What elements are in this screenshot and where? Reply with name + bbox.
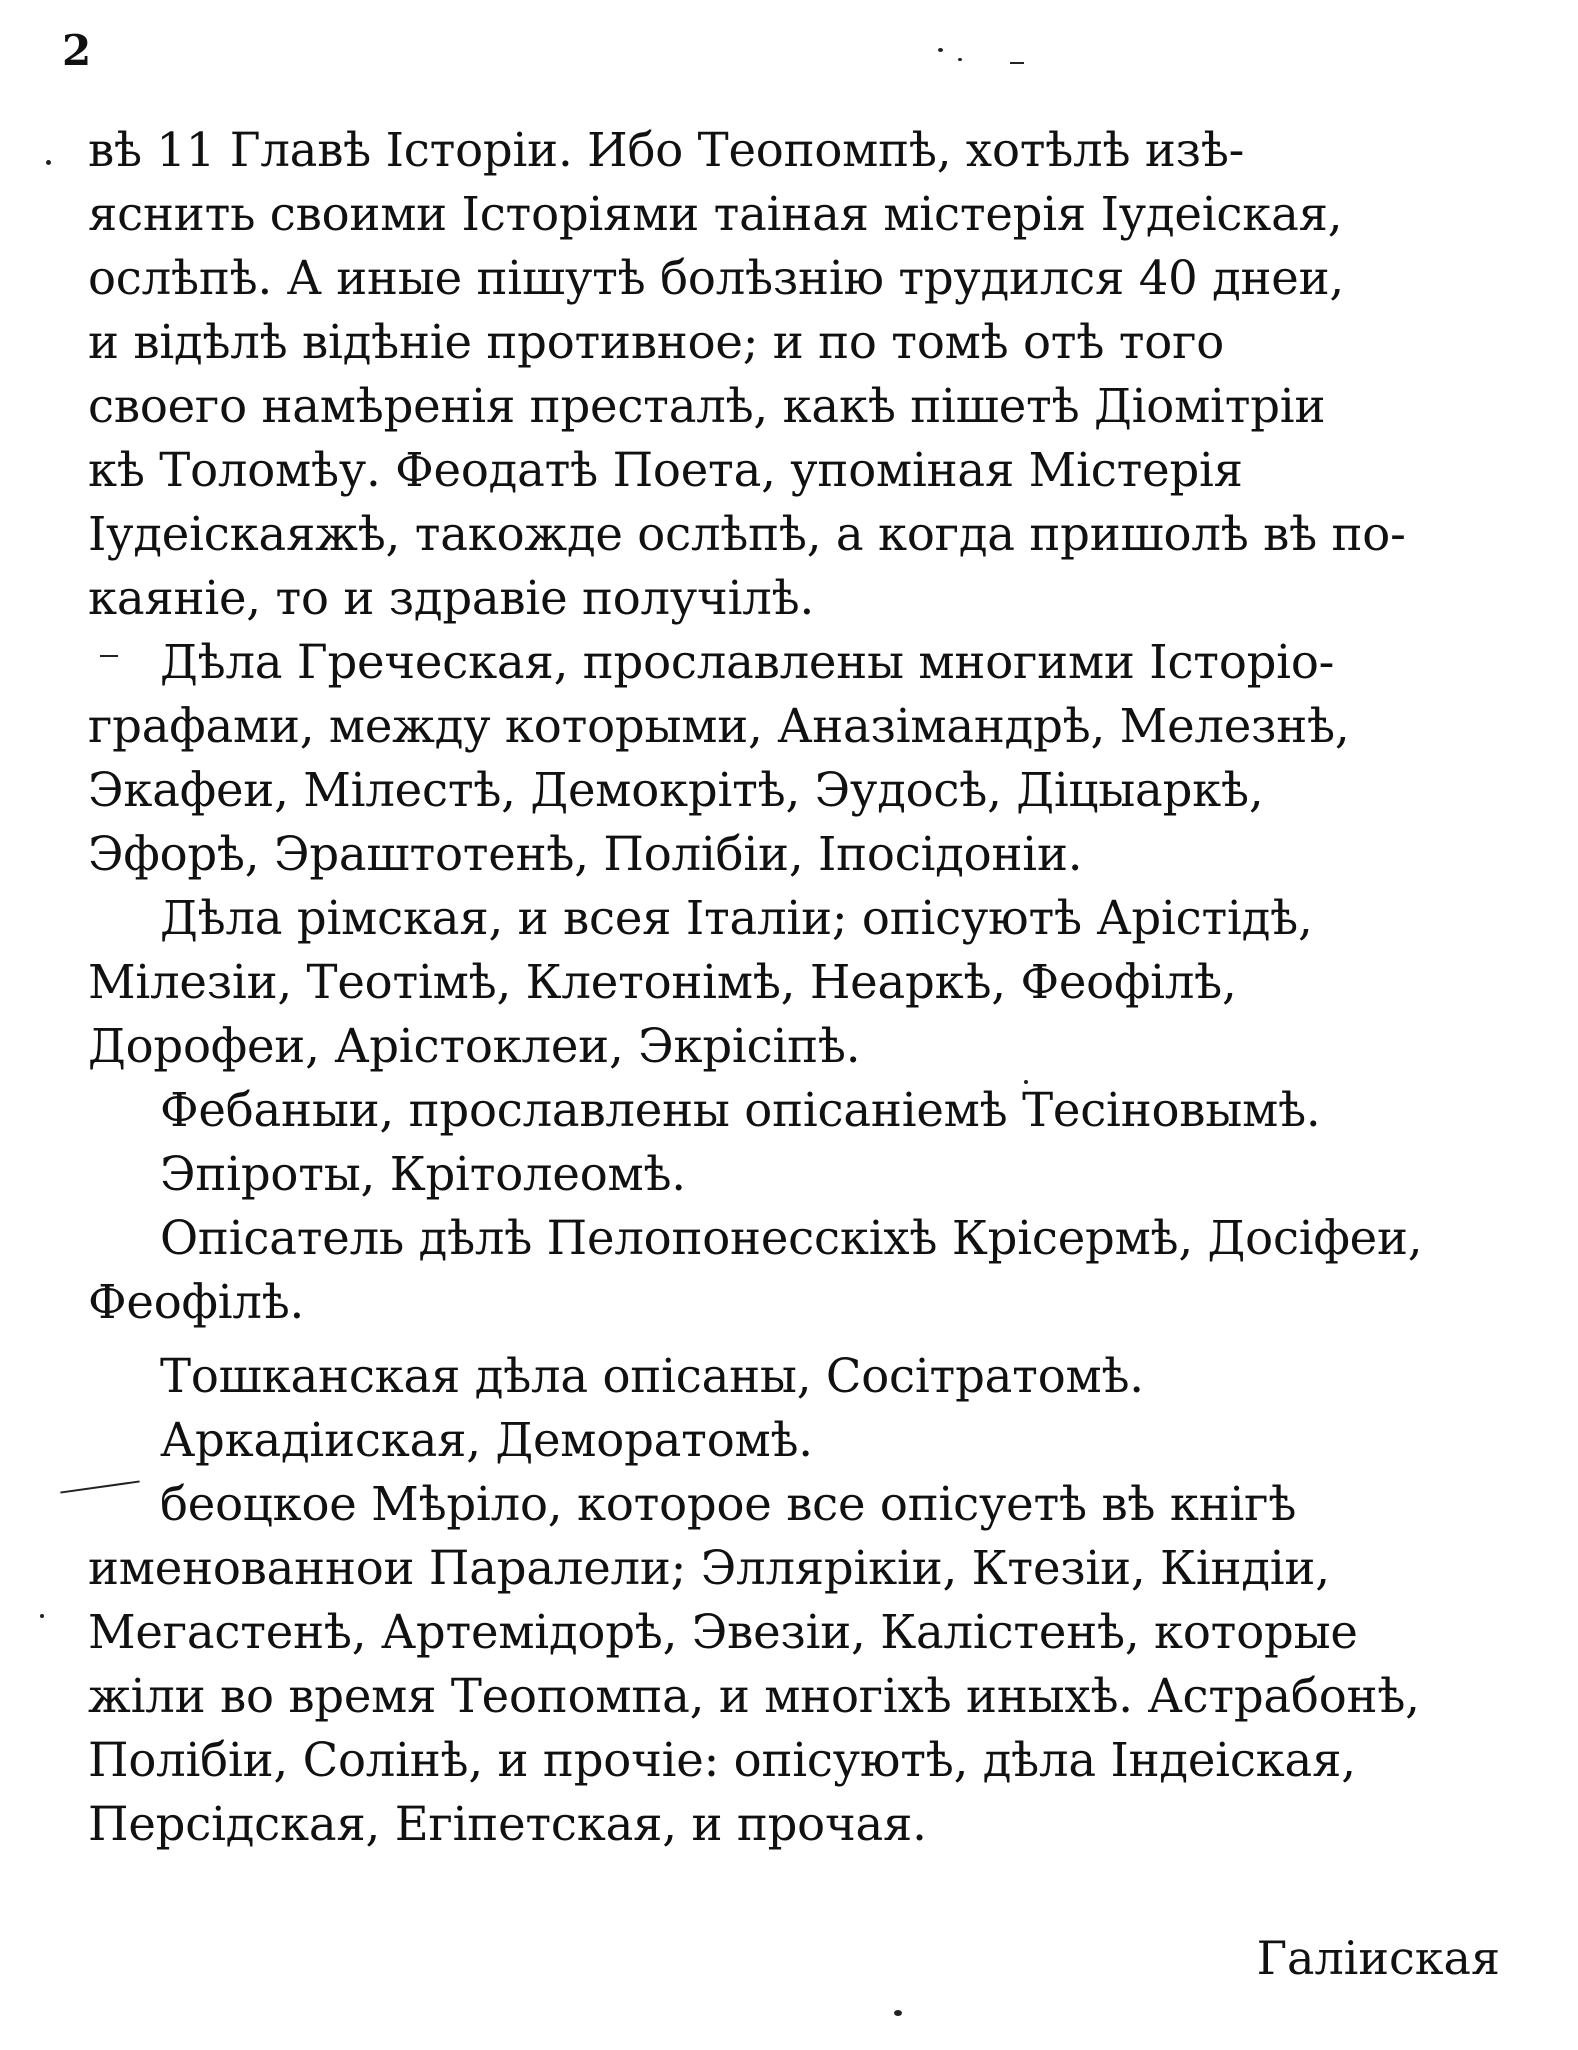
text-line: ослѣпѣ. А иные пішутѣ болѣзнію трудился 40 днеи,: [88, 251, 1345, 305]
body-text: [88, 118, 1508, 1856]
text-line: Экафеи, Мілестѣ, Демокрітѣ, Эудосѣ, Діцыаркѣ,: [88, 763, 1264, 817]
text-line: именованнои Паралели; Эллярікіи, Ктезіи, Кіндіи,: [88, 1541, 1330, 1595]
text-line: Мегастенѣ, Артемідорѣ, Эвезіи, Каліcтенѣ, которые: [88, 1605, 1358, 1659]
ink-speck: [894, 2010, 902, 2016]
text-line: беоцкое Мѣріло, которое все опісуетѣ вѣ кнігѣ: [160, 1477, 1297, 1531]
text-line: Эфорѣ, Эраштотенѣ, Полібіи, Іпосідоніи.: [88, 827, 1083, 881]
text-line: Іудеіскаяжѣ, такожде ослѣпѣ, а когда пришолѣ вѣ по-: [88, 507, 1406, 561]
text-line: Фебаныи, прославлены опісаніемѣ Тесіновымѣ.: [160, 1083, 1321, 1137]
text-line: жіли во время Теопомпа, и многіхѣ иныхѣ. Астрабонѣ,: [88, 1669, 1420, 1723]
ink-speck: [958, 58, 962, 61]
ink-speck: [1010, 62, 1024, 64]
text-line: Аркадіиская, Демоpатомѣ.: [160, 1413, 813, 1467]
text-line: и відѣлѣ відѣніе противное; и по томѣ отѣ того: [88, 315, 1225, 369]
ink-speck: [46, 160, 51, 165]
ink-speck: [40, 1614, 44, 1618]
text-line: графами, между которыми, Аназімандрѣ, Мелезнѣ,: [88, 699, 1350, 753]
text-line: Опісатель дѣлѣ Пелопонесскіхѣ Крісермѣ, Досіфеи,: [160, 1211, 1423, 1265]
text-line: вѣ 11 Главѣ Історіи. Ибо Теопомпѣ, хотѣлѣ изѣ-: [88, 123, 1245, 177]
text-line: Дѣла Греческая, прославлены многими Історіо-: [160, 635, 1335, 689]
text-line: каяніе, то и здравіе получілѣ.: [88, 571, 815, 625]
text-line: Персідская, Егіпетская, и прочая.: [88, 1797, 927, 1851]
ink-speck: [938, 48, 943, 52]
catchword: Галіиская: [1256, 1931, 1500, 1985]
text-line: Полібіи, Солінѣ, и прочіе: опісуютѣ, дѣла Індеіская,: [88, 1733, 1356, 1787]
text-line: Мілезіи, Теотімѣ, Клетонімѣ, Неаркѣ, Феофілѣ,: [88, 955, 1237, 1009]
text-line: Тошканская дѣла опісаны, Сосітратомѣ.: [160, 1349, 1144, 1403]
text-line: своего намѣренія престалѣ, какѣ пішетѣ Діомітріи: [88, 379, 1326, 433]
text-line: Феофілѣ.: [88, 1275, 305, 1329]
text-line: Дорофеи, Арістоклеи, Экрісіпѣ.: [88, 1019, 861, 1073]
text-line: кѣ Толомѣу. Феодатѣ Поета, упоміная Містерія: [88, 443, 1243, 497]
text-line: Эпіроты, Крітолеомѣ.: [160, 1147, 686, 1201]
text-line: яснить своими Історіями таіная містерія Іудеіская,: [88, 187, 1343, 241]
page-number: 2: [62, 26, 92, 75]
text-line: Дѣла рімская, и всея Італіи; опісуютѣ Арістідѣ,: [160, 891, 1313, 945]
